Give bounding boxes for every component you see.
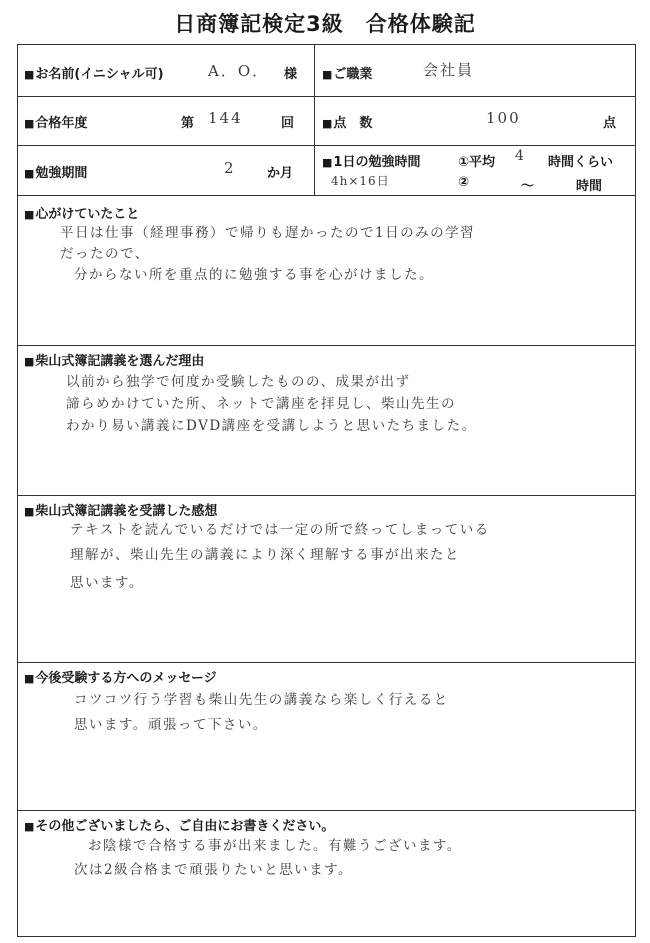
daily-label: ■ 1日の勉強時間 bbox=[322, 151, 420, 170]
period-label: ■ 勉強期間 bbox=[24, 162, 87, 181]
job-value: 会社員 bbox=[423, 61, 475, 79]
period-suffix: か月 bbox=[267, 166, 294, 181]
answer-line: お陰様で合格する事が出来ました。有難うございます。 bbox=[88, 838, 462, 854]
score-value: 100 bbox=[486, 109, 521, 127]
answer-line: 思います。頑張って下さい。 bbox=[74, 717, 268, 733]
answer-line: 平日は仕事（経理事務）で帰りも遅かったので1日のみの学習 bbox=[60, 225, 476, 241]
answer-line: 以前から独学で何度か受験したものの、成果が出ず bbox=[66, 374, 411, 390]
avg-label: ①平均 bbox=[458, 155, 496, 170]
year-label: ■ 合格年度 bbox=[24, 112, 87, 131]
section-label: ■ 柴山式簿記講義を受講した感想 bbox=[24, 500, 217, 519]
second-suffix: 時間 bbox=[576, 179, 603, 194]
avg-suffix: 時間くらい bbox=[548, 155, 614, 170]
second-tilde: 〜 bbox=[521, 179, 535, 194]
name-suffix: 様 bbox=[284, 67, 298, 82]
year-prefix: 第 bbox=[181, 116, 195, 131]
section-label: ■ 今後受験する方へのメッセージ bbox=[24, 667, 217, 686]
name-label: ■ お名前(イニシャル可) bbox=[24, 63, 164, 82]
score-suffix: 点 bbox=[603, 116, 617, 131]
answer-line: だったので、 bbox=[60, 246, 150, 262]
answer-line: 思います。 bbox=[70, 575, 144, 591]
answer-line: 次は2級合格まで頑張りたいと思います。 bbox=[74, 862, 354, 878]
row-divider bbox=[18, 662, 635, 663]
name-value: A．O． bbox=[208, 62, 270, 80]
row-divider bbox=[18, 810, 635, 811]
survey-form bbox=[17, 44, 636, 937]
year-value: 144 bbox=[208, 109, 243, 127]
year-suffix: 回 bbox=[281, 116, 295, 131]
avg-value: 4 bbox=[515, 148, 525, 164]
answer-line: テキストを読んでいるだけでは一定の所で終ってしまっている bbox=[70, 522, 490, 538]
period-value: 2 bbox=[224, 159, 236, 177]
row-divider bbox=[18, 495, 635, 496]
column-divider bbox=[314, 45, 315, 195]
page-title: 日商簿記検定3級 合格体験記 bbox=[174, 12, 476, 36]
answer-line: 諦らめかけていた所、ネットで講座を拝見し、柴山先生の bbox=[66, 396, 456, 412]
second-label: ② bbox=[458, 175, 470, 190]
answer-line: わかり易い講義にDVD講座を受講しようと思いたちました。 bbox=[66, 418, 477, 434]
row-divider bbox=[18, 195, 635, 196]
section-label: ■ 心がけていたこと bbox=[24, 203, 139, 222]
row-divider bbox=[18, 96, 635, 97]
section-label: ■ 柴山式簿記講義を選んだ理由 bbox=[24, 350, 204, 369]
row-divider bbox=[18, 345, 635, 346]
answer-line: コツコツ行う学習も柴山先生の講義なら楽しく行えると bbox=[74, 692, 449, 708]
score-label: ■ 点 数 bbox=[322, 112, 372, 131]
answer-line: 理解が、柴山先生の講義により深く理解する事が出来たと bbox=[70, 547, 460, 563]
row-divider bbox=[18, 145, 635, 146]
daily-note: 4h×16日 bbox=[331, 174, 390, 188]
section-label: ■ その他ございましたら、ご自由にお書きください。 bbox=[24, 815, 334, 834]
answer-line: 分からない所を重点的に勉強する事を心がけました。 bbox=[74, 267, 434, 283]
job-label: ■ ご職業 bbox=[322, 63, 372, 82]
